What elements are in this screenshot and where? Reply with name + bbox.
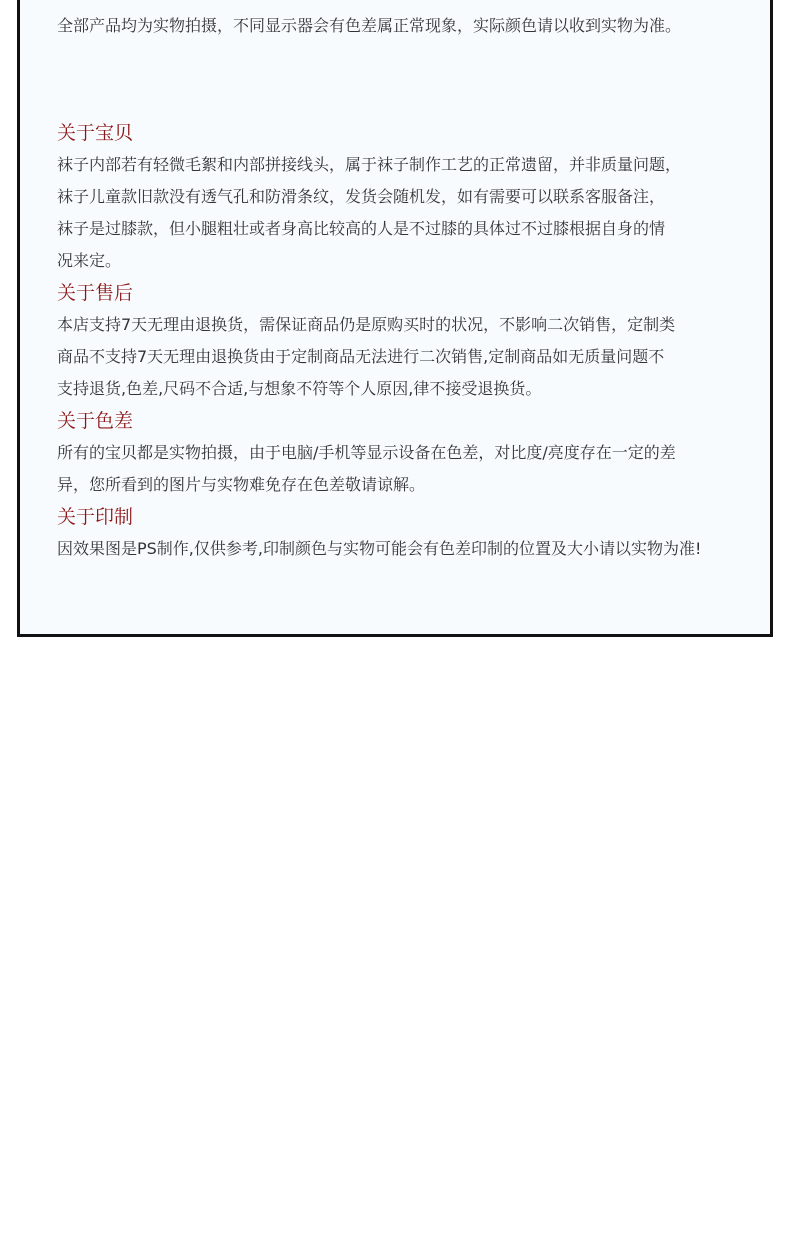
section-printing bbox=[57, 501, 737, 565]
policy-sections bbox=[57, 117, 737, 565]
section-line: 袜子儿童款旧款没有透气孔和防滑条纹，发货会随机发，如有需要可以联系客服备注， bbox=[57, 187, 666, 206]
section-title: 关于色差 bbox=[57, 410, 134, 432]
section-title: 关于售后 bbox=[57, 282, 134, 304]
section-body bbox=[57, 533, 737, 565]
section-line: 所有的宝贝都是实物拍摄，由于电脑/手机等显示设备在色差，对比度/亮度存在一定的差 bbox=[57, 443, 676, 462]
section-line: 因效果图是PS制作,仅供参考,印制颜色与实物可能会有色差印制的位置及大小请以实物为准! bbox=[57, 539, 702, 558]
section-line: 支持退货,色差,尺码不合适,与想象不符等个人原因,律不接受退换货。 bbox=[57, 379, 542, 398]
section-body bbox=[57, 437, 737, 501]
section-title: 关于宝贝 bbox=[57, 122, 134, 144]
section-line: 况来定。 bbox=[57, 251, 122, 270]
section-body bbox=[57, 309, 737, 405]
section-line: 异，您所看到的图片与实物难免存在色差敬请谅解。 bbox=[57, 475, 426, 494]
section-title: 关于印制 bbox=[57, 506, 134, 528]
section-about-product bbox=[57, 117, 737, 277]
section-color-difference bbox=[57, 405, 737, 501]
section-line: 袜子内部若有轻微毛絮和内部拼接线头，属于袜子制作工艺的正常遗留，并非质量问题， bbox=[57, 155, 682, 174]
section-line: 商品不支持7天无理由退换货由于定制商品无法进行二次销售,定制商品如无质量问题不 bbox=[57, 347, 665, 366]
section-body bbox=[57, 149, 737, 277]
section-after-sales bbox=[57, 277, 737, 405]
intro-text: 全部产品均为实物拍摄，不同显示器会有色差属正常现象，实际颜色请以收到实物为准。 bbox=[57, 16, 682, 35]
section-line: 本店支持7天无理由退换货，需保证商品仍是原购买时的状况，不影响二次销售，定制类 bbox=[57, 315, 676, 334]
notice-box bbox=[17, 0, 773, 637]
section-line: 袜子是过膝款，但小腿粗壮或者身高比较高的人是不过膝的具体过不过膝根据自身的情 bbox=[57, 219, 666, 238]
